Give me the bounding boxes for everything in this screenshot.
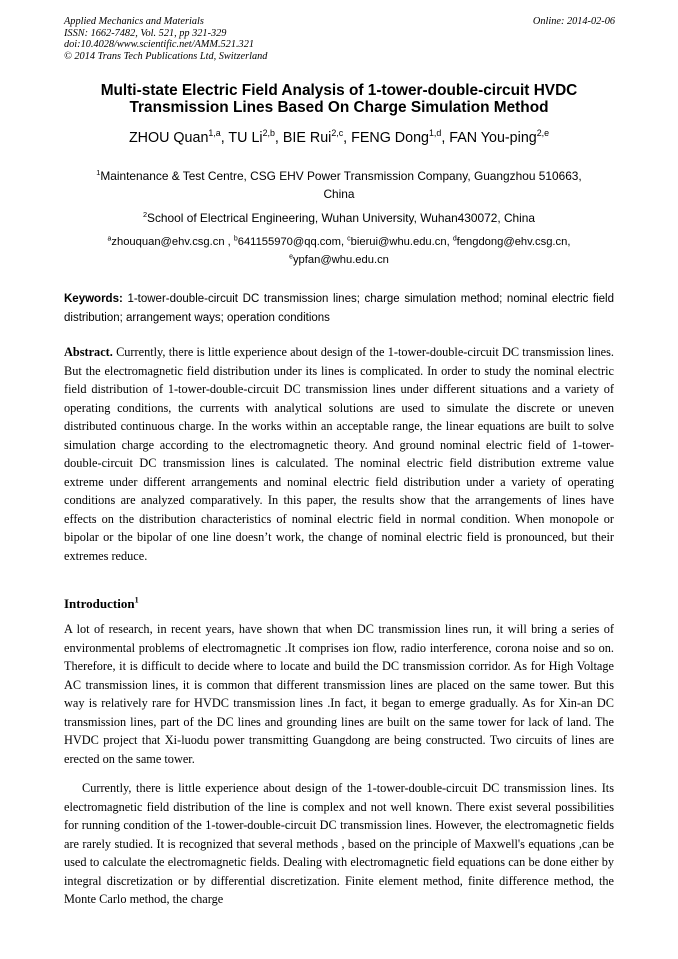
issn-line: ISSN: 1662-7482, Vol. 521, pp 321-329: [64, 27, 227, 39]
introduction-paragraph-1: A lot of research, in recent years, have shown that when DC transmission lines run, it will bring a series of environmental problems of electromagnetic .It comprises ion flow, radio interference, corona noise and so on. Therefore, it is difficult to decide where to locate and build the DC transmission corridor. As for High Voltage AC transmission lines, it is common that different transmission lines are placed on the same tower. But this way is relatively rare for HVDC transmission lines .In fact, it began to emerge gradually. As for Xin-an DC transmission lines, part of the DC lines and grounding lines are built on the same tower for lack of land. The HVDC project that Xi-luodu power transmitting Guangdong are being constructed. Two circuits of lines are erected on the same tower.: [64, 622, 614, 766]
abstract-text: Currently, there is little experience about design of the 1-tower-double-circuit DC transmission lines. But the electromagnetic field distribution under its lines is complicated. In order to study the nominal electric field distribution of 1-tower-double-circuit DC transmission lines under different situations and a variety of operating conditions, the currents with analytical solutions are used to simulate the discrete or uneven distributed continuous charge. In the works within an acceptable range, the linear equations are built to solve simulation charge according to the electromagnetic theory. And ground nominal electric field of 1-tower-double-circuit DC transmission lines is calculated. The nominal electric field distribution extreme value extreme under different arrangements and nominal electric field distribution under a variety of operating conditions are analyzed comparatively. In this paper, the results show that the arrangements of lines have effects on the distribution characteristics of nominal electric field in normal condition. When monopole or bipolar or the bipolar of one line doesn’t work, the change of nominal electric field is pronounced, but their extremes reduce.: [64, 345, 614, 564]
affiliation-1: $^1$Maintenance & Test Centre, CSG EHV Power Transmission Company, Guangzhou 510663, China: [96, 168, 582, 201]
email: $^d$fengdong@ehv.csg.cn,: [452, 235, 571, 248]
author: BIE Rui$^{2,c}$,: [282, 128, 352, 146]
online-date: Online: 2014-02-06: [532, 16, 615, 27]
author: ZHOU Quan$^{1,a}$,: [128, 128, 229, 146]
email: $^b$641155970@qq.com,: [233, 235, 348, 248]
email: $^e$ypfan@whu.edu.cn: [289, 253, 389, 266]
author: FENG Dong$^{1,d}$,: [351, 128, 450, 146]
doi-line: doi:10.4028/www.scientific.net/AMM.521.321: [64, 39, 254, 51]
abstract: [64, 343, 614, 566]
affiliation-2: $^2$School of Electrical Engineering, Wuhan University, Wuhan430072, China: [142, 210, 536, 225]
author-list: [40, 129, 638, 147]
introduction-heading: Introduction$^1$: [64, 595, 139, 611]
paper-title: [40, 82, 638, 116]
title-line-1: Multi-state Electric Field Analysis of 1-tower-double-circuit HVDC: [100, 82, 578, 99]
introduction-paragraph-2: Currently, there is little experience about design of the 1-tower-double-circuit DC transmission lines. Its electromagnetic field distribution of the line is complex and not well known. There exist several possibilities for running condition of the 1-tower-double-circuit DC transmission lines. However, the electromagnetic fields are rarely studied. It is recognized that several methods , based on the principle of Maxwell's equations ,can be used to calculate the electromagnetic fields. Dealing with electromagnetic field equations can be done either by integral discretization or by differential discretization. Finite element method, finite difference method, the Monte Carlo method, the charge: [64, 781, 614, 907]
keywords-text: 1-tower-double-circuit DC transmission lines; charge simulation method; nominal electric field distribution; arrangement ways; operation conditions: [64, 293, 614, 324]
abstract-label: Abstract.: [64, 345, 113, 359]
email: $^c$bierui@whu.edu.cn,: [347, 235, 453, 248]
email: $^a$zhouquan@ehv.csg.cn ,: [107, 235, 234, 248]
title-line-2: Transmission Lines Based On Charge Simulation Method: [129, 99, 549, 116]
copyright-line: © 2014 Trans Tech Publications Ltd, Switzerland: [64, 50, 268, 62]
author: FAN You-ping$^{2,e}$: [449, 128, 550, 146]
keywords: [64, 290, 614, 327]
author: TU Li$^{2,b}$,: [228, 128, 283, 146]
keywords-label: Keywords:: [64, 293, 123, 305]
email-list: [64, 233, 614, 269]
journal-name: Applied Mechanics and Materials: [64, 16, 204, 27]
journal-header: [64, 16, 267, 62]
